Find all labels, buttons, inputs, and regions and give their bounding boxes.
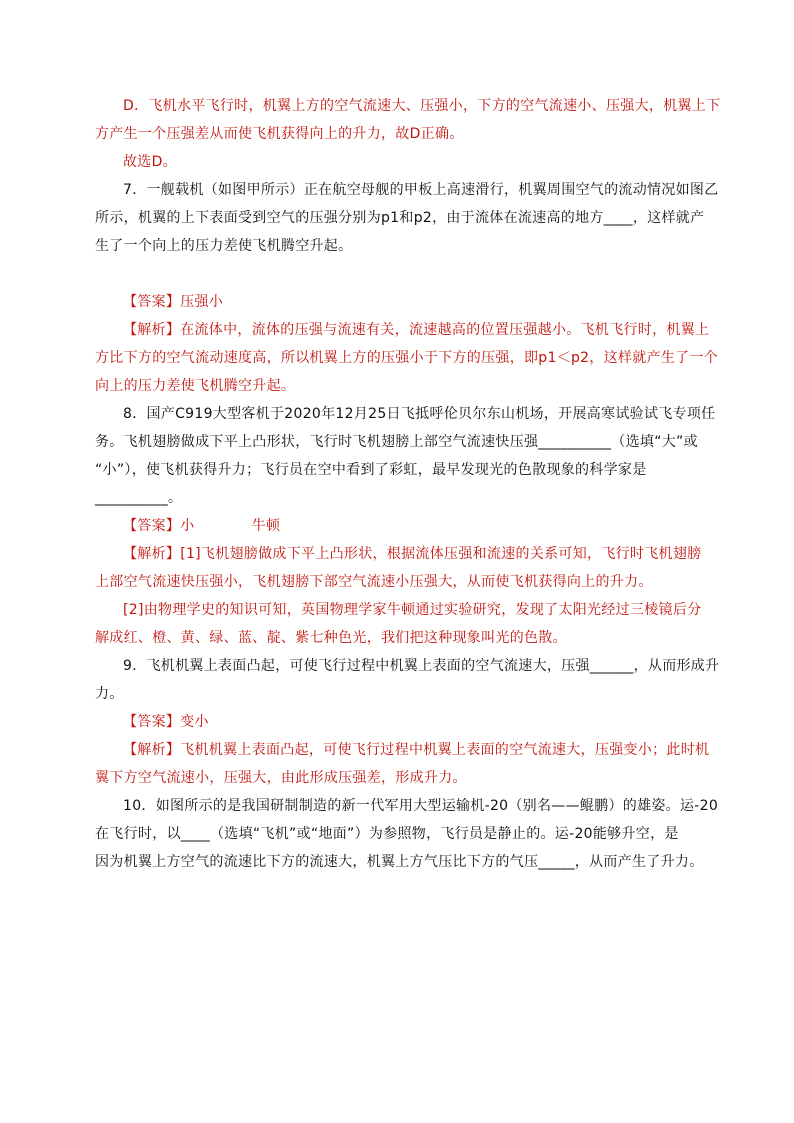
text-line: 在飞行时，以____（选填“飞机”或“地面”）为参照物，飞行员是静止的。运-20能够升空，是: [95, 826, 679, 842]
text-line: 【答案】压强小: [123, 294, 224, 310]
text-line: 解成红、橙、黄、绿、蓝、靛、紫七种色光，我们把这种现象叫光的色散。: [95, 630, 567, 646]
text-line: 10．如图所示的是我国研制制造的新一代军用大型运输机-20（别名——鲲鹏）的雄姿。运-20: [123, 798, 719, 814]
text-line: 9．飞机机翼上表面凸起，可使飞行过程中机翼上表面的空气流速大，压强______，从而形成升: [123, 658, 720, 674]
blank-line: [95, 260, 705, 288]
text-line: 翼下方空气流速小，压强大，由此形成压强差，形成升力。: [95, 770, 467, 786]
text-line: 8．国产C919大型客机于2020年12月25日飞抵呼伦贝尔东山机场，开展高寒试验试飞专项任: [123, 406, 716, 422]
text-line: 【答案】变小: [123, 714, 209, 730]
text-line: 所示，机翼的上下表面受到空气的压强分别为p1和p2，由于流体在流速高的地方____，这样就产: [95, 210, 705, 226]
text-line: 故选D。: [123, 154, 177, 170]
text-line: 【解析】飞机机翼上表面凸起，可使飞行过程中机翼上表面的空气流速大，压强变小；此时机: [123, 742, 710, 758]
text-line: 方产生一个压强差从而使飞机获得向上的升力，故D正确。: [95, 126, 464, 142]
text-line: 方比下方的空气流动速度高，所以机翼上方的压强小于下方的压强，即p1＜p2，这样就产生了一个: [95, 350, 719, 366]
text-line: “小”），使飞机获得升力；飞行员在空中看到了彩虹，最早发现光的色散现象的科学家是: [95, 462, 647, 478]
text-line: 【解析】在流体中，流体的压强与流速有关，流速越高的位置压强越小。飞机飞行时，机翼上: [123, 322, 710, 338]
document-body: [95, 92, 721, 876]
text-line: D．飞机水平飞行时，机翼上方的空气流速大、压强小，下方的空气流速小、压强大，机翼上下: [123, 98, 721, 114]
text-line: 因为机翼上方空气的流速比下方的流速大，机翼上方气压比下方的气压_____，从而产生了升力。: [95, 854, 704, 870]
text-line: 生了一个向上的压力差使飞机腾空升起。: [95, 238, 353, 254]
text-line: 上部空气流速快压强小，飞机翅膀下部空气流速小压强大，从而使飞机获得向上的升力。: [95, 574, 653, 590]
text-line: 7．一舰载机（如图甲所示）正在航空母舰的甲板上高速滑行，机翼周围空气的流动情况如图乙: [123, 182, 719, 198]
text-line: __________。: [95, 490, 183, 506]
text-line: 向上的压力差使飞机腾空升起。: [95, 378, 296, 394]
text-line: [2]由物理学史的知识可知，英国物理学家牛顿通过实验研究，发现了太阳光经过三棱镜后分: [123, 602, 702, 618]
text-line: 力。: [95, 686, 124, 702]
text-line: 【解析】[1]飞机翅膀做成下平上凸形状，根据流体压强和流速的关系可知，飞行时飞机翅膀: [123, 546, 702, 562]
text-line: 【答案】小 牛顿: [123, 518, 281, 534]
text-line: 务。飞机翅膀做成下平上凸形状，飞行时飞机翅膀上部空气流速快压强__________（选填“大”或: [95, 434, 698, 450]
